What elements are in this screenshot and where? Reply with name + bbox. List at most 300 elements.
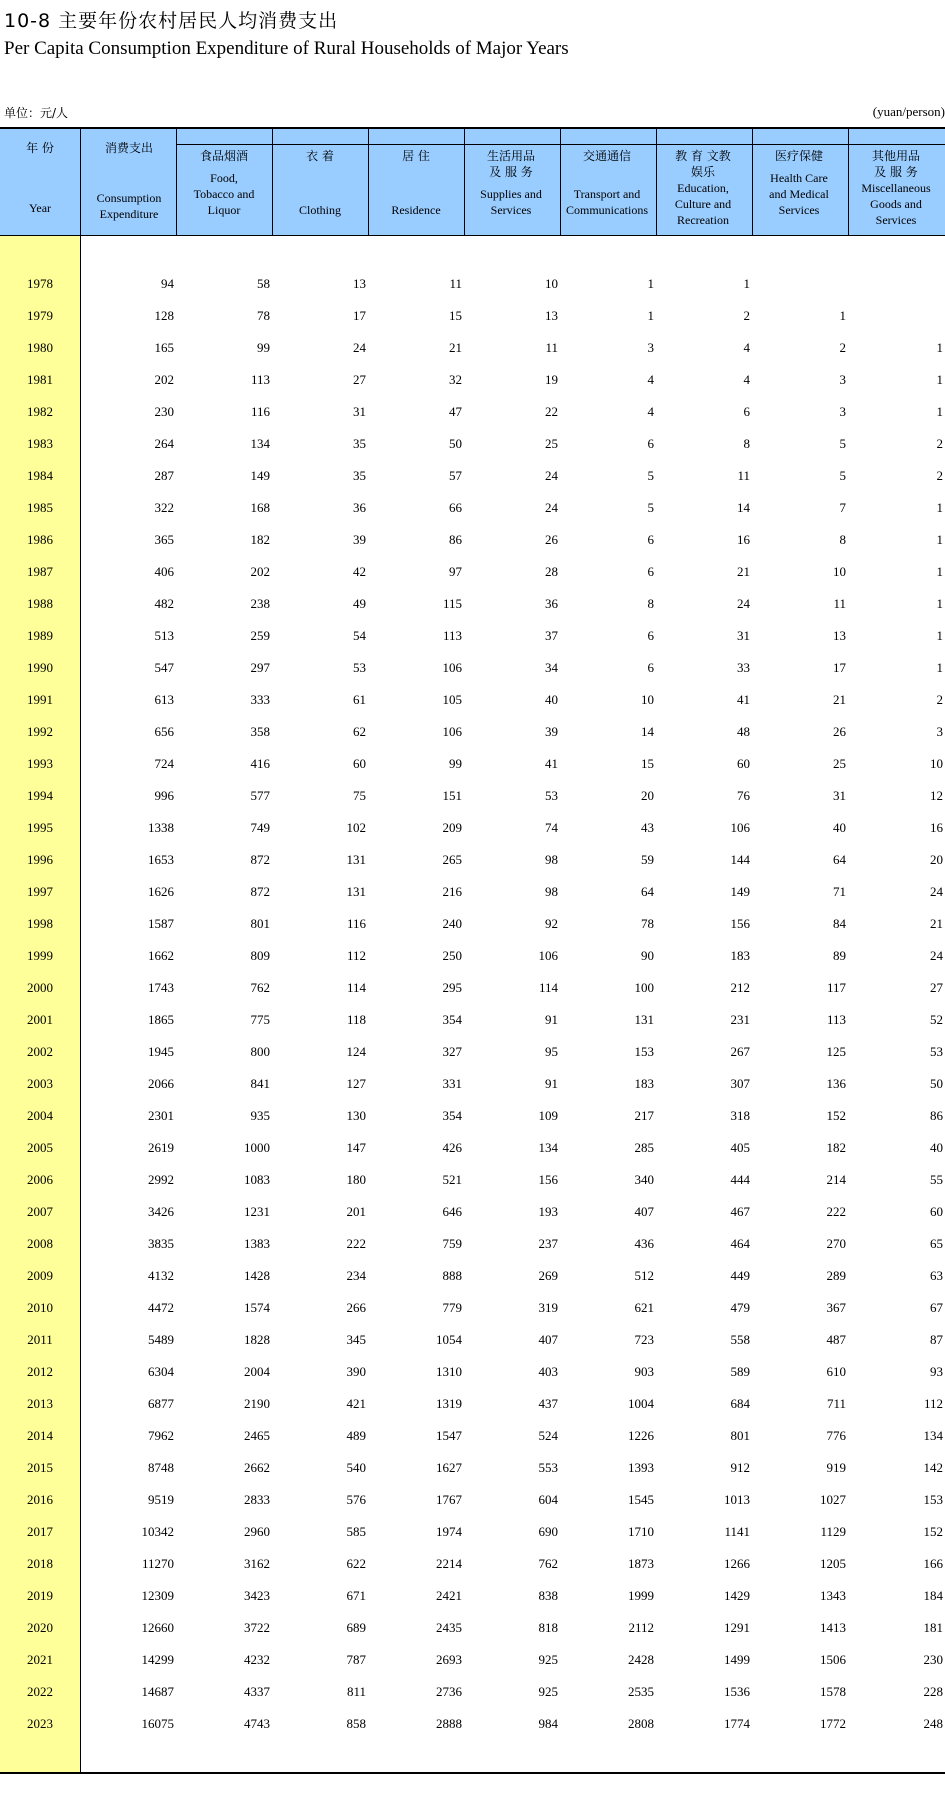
cell-year: 2021 [27,1652,53,1667]
cell-supplies: 10 [545,276,558,291]
cell-food: 1231 [244,1204,270,1219]
cell-misc: 1 [936,532,943,547]
header-food-tobacco-liquor: 食品烟酒 Food, Tobacco and Liquor [193,149,255,217]
table-row [0,1100,945,1132]
cell-misc: 67 [930,1300,943,1315]
cell-misc: 24 [930,884,943,899]
cell-transport: 3 [647,340,654,355]
cell-clothing: 31 [353,404,366,419]
cell-food: 749 [250,820,270,835]
cell-health: 222 [826,1204,846,1219]
cell-supplies: 11 [545,340,558,355]
cell-transport: 10 [641,692,654,707]
cell-year: 2018 [27,1556,53,1571]
cell-year: 1998 [27,916,53,931]
cell-clothing: 345 [346,1332,366,1347]
cell-food: 577 [250,788,270,803]
cell-residence: 106 [442,660,462,675]
cell-supplies: 19 [545,372,558,387]
cell-misc: 60 [930,1204,943,1219]
cell-misc: 153 [923,1492,943,1507]
cell-education: 1774 [724,1716,750,1731]
table-row [0,1228,945,1260]
cell-health: 17 [833,660,846,675]
cell-year: 1991 [27,692,53,707]
cell-food: 333 [250,692,270,707]
cell-misc: 86 [930,1108,943,1123]
cell-clothing: 222 [346,1236,366,1251]
cell-food: 113 [250,372,270,387]
table-row [0,588,945,620]
table-row [0,1676,945,1708]
cell-misc: 1 [936,500,943,515]
cell-residence: 1054 [436,1332,462,1347]
cell-year: 2023 [27,1716,53,1731]
cell-consumption: 128 [154,308,174,323]
cell-health: 1506 [820,1652,846,1667]
cell-consumption: 1626 [148,884,174,899]
cell-misc: 2 [936,436,943,451]
cell-year: 2010 [27,1300,53,1315]
cell-residence: 240 [442,916,462,931]
cell-year: 1980 [27,340,53,355]
cell-transport: 1710 [628,1524,654,1539]
cell-food: 3722 [244,1620,270,1635]
cell-consumption: 6304 [148,1364,174,1379]
cell-misc: 21 [930,916,943,931]
cell-year: 1996 [27,852,53,867]
cell-education: 464 [730,1236,750,1251]
cell-food: 841 [250,1076,270,1091]
cell-consumption: 724 [154,756,174,771]
cell-clothing: 131 [346,884,366,899]
cell-education: 1536 [724,1684,750,1699]
cell-transport: 621 [634,1300,654,1315]
cell-clothing: 622 [346,1556,366,1571]
table-row [0,844,945,876]
cell-misc: 1 [936,372,943,387]
cell-transport: 1004 [628,1396,654,1411]
cell-education: 31 [737,628,750,643]
cell-residence: 57 [449,468,462,483]
cell-food: 872 [250,884,270,899]
cell-year: 2004 [27,1108,53,1123]
cell-consumption: 2301 [148,1108,174,1123]
cell-education: 1291 [724,1620,750,1635]
cell-food: 4232 [244,1652,270,1667]
cell-consumption: 165 [154,340,174,355]
cell-consumption: 1662 [148,948,174,963]
table-row [0,716,945,748]
cell-year: 2015 [27,1460,53,1475]
table-title-chinese: 10-8 主要年份农村居民人均消费支出 [4,10,339,32]
cell-food: 2465 [244,1428,270,1443]
cell-supplies: 98 [545,884,558,899]
cell-misc: 1 [936,564,943,579]
cell-clothing: 131 [346,852,366,867]
cell-supplies: 24 [545,468,558,483]
cell-health: 71 [833,884,846,899]
table-row [0,684,945,716]
table-row [0,940,945,972]
cell-consumption: 264 [154,436,174,451]
cell-supplies: 92 [545,916,558,931]
cell-health: 1772 [820,1716,846,1731]
cell-health: 113 [826,1012,846,1027]
cell-supplies: 134 [538,1140,558,1155]
cell-education: 801 [730,1428,750,1443]
cell-misc: 93 [930,1364,943,1379]
cell-health: 152 [826,1108,846,1123]
cell-transport: 6 [647,628,654,643]
cell-clothing: 127 [346,1076,366,1091]
cell-food: 4743 [244,1716,270,1731]
cell-misc: 166 [923,1556,943,1571]
cell-year: 1984 [27,468,53,483]
cell-supplies: 25 [545,436,558,451]
cell-education: 558 [730,1332,750,1347]
cell-health: 1578 [820,1684,846,1699]
cell-health: 1 [839,308,846,323]
cell-consumption: 230 [154,404,174,419]
cell-education: 76 [737,788,750,803]
cell-year: 2002 [27,1044,53,1059]
cell-supplies: 34 [545,660,558,675]
cell-clothing: 266 [346,1300,366,1315]
cell-health: 2 [839,340,846,355]
cell-health: 776 [826,1428,846,1443]
cell-year: 2012 [27,1364,53,1379]
cell-food: 2662 [244,1460,270,1475]
cell-health: 610 [826,1364,846,1379]
cell-year: 2005 [27,1140,53,1155]
cell-supplies: 838 [538,1588,558,1603]
cell-clothing: 36 [353,500,366,515]
cell-year: 2007 [27,1204,53,1219]
cell-residence: 99 [449,756,462,771]
table-row [0,332,945,364]
cell-supplies: 690 [538,1524,558,1539]
table-row [0,1388,945,1420]
cell-misc: 40 [930,1140,943,1155]
cell-transport: 5 [647,468,654,483]
cell-clothing: 24 [353,340,366,355]
cell-transport: 15 [641,756,654,771]
cell-food: 149 [250,468,270,483]
cell-residence: 521 [442,1172,462,1187]
cell-residence: 327 [442,1044,462,1059]
cell-transport: 64 [641,884,654,899]
cell-education: 144 [730,852,750,867]
cell-health: 919 [826,1460,846,1475]
cell-residence: 250 [442,948,462,963]
cell-health: 711 [826,1396,846,1411]
cell-year: 1990 [27,660,53,675]
cell-residence: 1767 [436,1492,462,1507]
cell-supplies: 156 [538,1172,558,1187]
cell-supplies: 41 [545,756,558,771]
cell-transport: 20 [641,788,654,803]
cell-transport: 436 [634,1236,654,1251]
cell-year: 2009 [27,1268,53,1283]
cell-clothing: 180 [346,1172,366,1187]
cell-food: 809 [250,948,270,963]
cell-supplies: 762 [538,1556,558,1571]
cell-misc: 20 [930,852,943,867]
table-row [0,1132,945,1164]
cell-supplies: 407 [538,1332,558,1347]
cell-clothing: 201 [346,1204,366,1219]
table-row [0,556,945,588]
header-bottom-rule [0,235,945,236]
table-row [0,1164,945,1196]
cell-consumption: 8748 [148,1460,174,1475]
cell-transport: 131 [634,1012,654,1027]
header-health-care-medical: 医疗保健 Health Care and Medical Services [769,149,829,217]
cell-year: 2014 [27,1428,53,1443]
cell-health: 1343 [820,1588,846,1603]
cell-consumption: 1743 [148,980,174,995]
cell-food: 416 [250,756,270,771]
cell-education: 4 [743,340,750,355]
cell-residence: 66 [449,500,462,515]
table-row [0,492,945,524]
cell-food: 872 [250,852,270,867]
cell-transport: 1999 [628,1588,654,1603]
cell-education: 444 [730,1172,750,1187]
cell-supplies: 98 [545,852,558,867]
cell-year: 1994 [27,788,53,803]
cell-consumption: 1338 [148,820,174,835]
table-row [0,1452,945,1484]
cell-transport: 5 [647,500,654,515]
cell-consumption: 2992 [148,1172,174,1187]
cell-education: 589 [730,1364,750,1379]
table-row [0,620,945,652]
cell-supplies: 109 [538,1108,558,1123]
cell-transport: 1 [647,308,654,323]
cell-education: 41 [737,692,750,707]
cell-clothing: 130 [346,1108,366,1123]
cell-clothing: 112 [346,948,366,963]
cell-health: 13 [833,628,846,643]
header-year: 年 份 Year [26,141,54,215]
header-supplies-services: 生活用品 及 服 务 Supplies and Services [480,149,542,217]
table-row [0,1068,945,1100]
cell-residence: 97 [449,564,462,579]
cell-clothing: 102 [346,820,366,835]
cell-education: 16 [737,532,750,547]
cell-clothing: 390 [346,1364,366,1379]
cell-clothing: 124 [346,1044,366,1059]
table-row [0,300,945,332]
unit-label-chinese: 单位：元/人 [4,106,69,120]
table-row [0,1004,945,1036]
cell-year: 1993 [27,756,53,771]
cell-consumption: 2066 [148,1076,174,1091]
cell-transport: 1393 [628,1460,654,1475]
cell-year: 1978 [27,276,53,291]
cell-clothing: 27 [353,372,366,387]
cell-health: 7 [839,500,846,515]
cell-health: 40 [833,820,846,835]
cell-health: 10 [833,564,846,579]
cell-consumption: 5489 [148,1332,174,1347]
cell-health: 31 [833,788,846,803]
cell-supplies: 604 [538,1492,558,1507]
table-row [0,1036,945,1068]
cell-residence: 15 [449,308,462,323]
cell-year: 2003 [27,1076,53,1091]
cell-consumption: 3835 [148,1236,174,1251]
cell-transport: 6 [647,564,654,579]
cell-food: 3162 [244,1556,270,1571]
cell-transport: 43 [641,820,654,835]
cell-residence: 2693 [436,1652,462,1667]
cell-consumption: 1587 [148,916,174,931]
cell-health: 21 [833,692,846,707]
cell-supplies: 269 [538,1268,558,1283]
cell-health: 367 [826,1300,846,1315]
cell-year: 1985 [27,500,53,515]
cell-clothing: 35 [353,436,366,451]
cell-food: 358 [250,724,270,739]
cell-residence: 32 [449,372,462,387]
cell-misc: 152 [923,1524,943,1539]
cell-consumption: 482 [154,596,174,611]
cell-year: 1999 [27,948,53,963]
cell-supplies: 237 [538,1236,558,1251]
cell-education: 307 [730,1076,750,1091]
cell-supplies: 37 [545,628,558,643]
cell-transport: 1873 [628,1556,654,1571]
cell-residence: 151 [442,788,462,803]
cell-residence: 426 [442,1140,462,1155]
cell-education: 405 [730,1140,750,1155]
header-consumption-expenditure: 消费支出 Consumption Expenditure [96,141,162,221]
table-bottom-rule [0,1772,945,1774]
cell-health: 5 [839,468,846,483]
cell-consumption: 4472 [148,1300,174,1315]
cell-transport: 4 [647,404,654,419]
cell-year: 2017 [27,1524,53,1539]
cell-supplies: 925 [538,1652,558,1667]
cell-supplies: 106 [538,948,558,963]
cell-clothing: 114 [346,980,366,995]
cell-health: 64 [833,852,846,867]
cell-year: 2016 [27,1492,53,1507]
cell-health: 487 [826,1332,846,1347]
cell-health: 11 [833,596,846,611]
cell-misc: 63 [930,1268,943,1283]
cell-education: 231 [730,1012,750,1027]
cell-food: 78 [257,308,270,323]
cell-clothing: 234 [346,1268,366,1283]
unit-label-english: (yuan/person) [872,104,945,119]
table-row [0,1516,945,1548]
cell-food: 58 [257,276,270,291]
cell-year: 2006 [27,1172,53,1187]
cell-residence: 2421 [436,1588,462,1603]
cell-health: 25 [833,756,846,771]
cell-clothing: 811 [346,1684,366,1699]
cell-education: 156 [730,916,750,931]
cell-year: 1983 [27,436,53,451]
cell-misc: 184 [923,1588,943,1603]
cell-transport: 100 [634,980,654,995]
cell-consumption: 1945 [148,1044,174,1059]
cell-transport: 4 [647,372,654,387]
cell-year: 1982 [27,404,53,419]
cell-clothing: 61 [353,692,366,707]
cell-education: 479 [730,1300,750,1315]
cell-year: 2008 [27,1236,53,1251]
cell-education: 106 [730,820,750,835]
cell-food: 2833 [244,1492,270,1507]
cell-transport: 2428 [628,1652,654,1667]
cell-supplies: 40 [545,692,558,707]
cell-misc: 53 [930,1044,943,1059]
cell-consumption: 3426 [148,1204,174,1219]
cell-transport: 723 [634,1332,654,1347]
cell-education: 48 [737,724,750,739]
cell-residence: 47 [449,404,462,419]
cell-residence: 86 [449,532,462,547]
cell-clothing: 671 [346,1588,366,1603]
cell-misc: 65 [930,1236,943,1251]
cell-transport: 14 [641,724,654,739]
table-row [0,1708,945,1740]
cell-misc: 134 [923,1428,943,1443]
cell-education: 212 [730,980,750,995]
cell-education: 6 [743,404,750,419]
cell-consumption: 322 [154,500,174,515]
cell-transport: 2808 [628,1716,654,1731]
cell-residence: 354 [442,1012,462,1027]
cell-health: 136 [826,1076,846,1091]
cell-consumption: 656 [154,724,174,739]
cell-consumption: 1865 [148,1012,174,1027]
cell-consumption: 16075 [141,1716,174,1731]
cell-education: 183 [730,948,750,963]
cell-residence: 209 [442,820,462,835]
cell-year: 1981 [27,372,53,387]
cell-food: 2190 [244,1396,270,1411]
cell-supplies: 319 [538,1300,558,1315]
cell-education: 8 [743,436,750,451]
cell-transport: 903 [634,1364,654,1379]
cell-supplies: 13 [545,308,558,323]
table-row [0,1644,945,1676]
cell-education: 1013 [724,1492,750,1507]
cell-food: 1383 [244,1236,270,1251]
cell-residence: 1547 [436,1428,462,1443]
cell-transport: 183 [634,1076,654,1091]
cell-supplies: 403 [538,1364,558,1379]
table-row [0,876,945,908]
cell-education: 149 [730,884,750,899]
cell-food: 775 [250,1012,270,1027]
cell-education: 684 [730,1396,750,1411]
table-row [0,364,945,396]
table-row [0,1292,945,1324]
cell-misc: 10 [930,756,943,771]
cell-consumption: 6877 [148,1396,174,1411]
cell-transport: 6 [647,532,654,547]
table-row [0,908,945,940]
cell-misc: 1 [936,404,943,419]
cell-food: 168 [250,500,270,515]
